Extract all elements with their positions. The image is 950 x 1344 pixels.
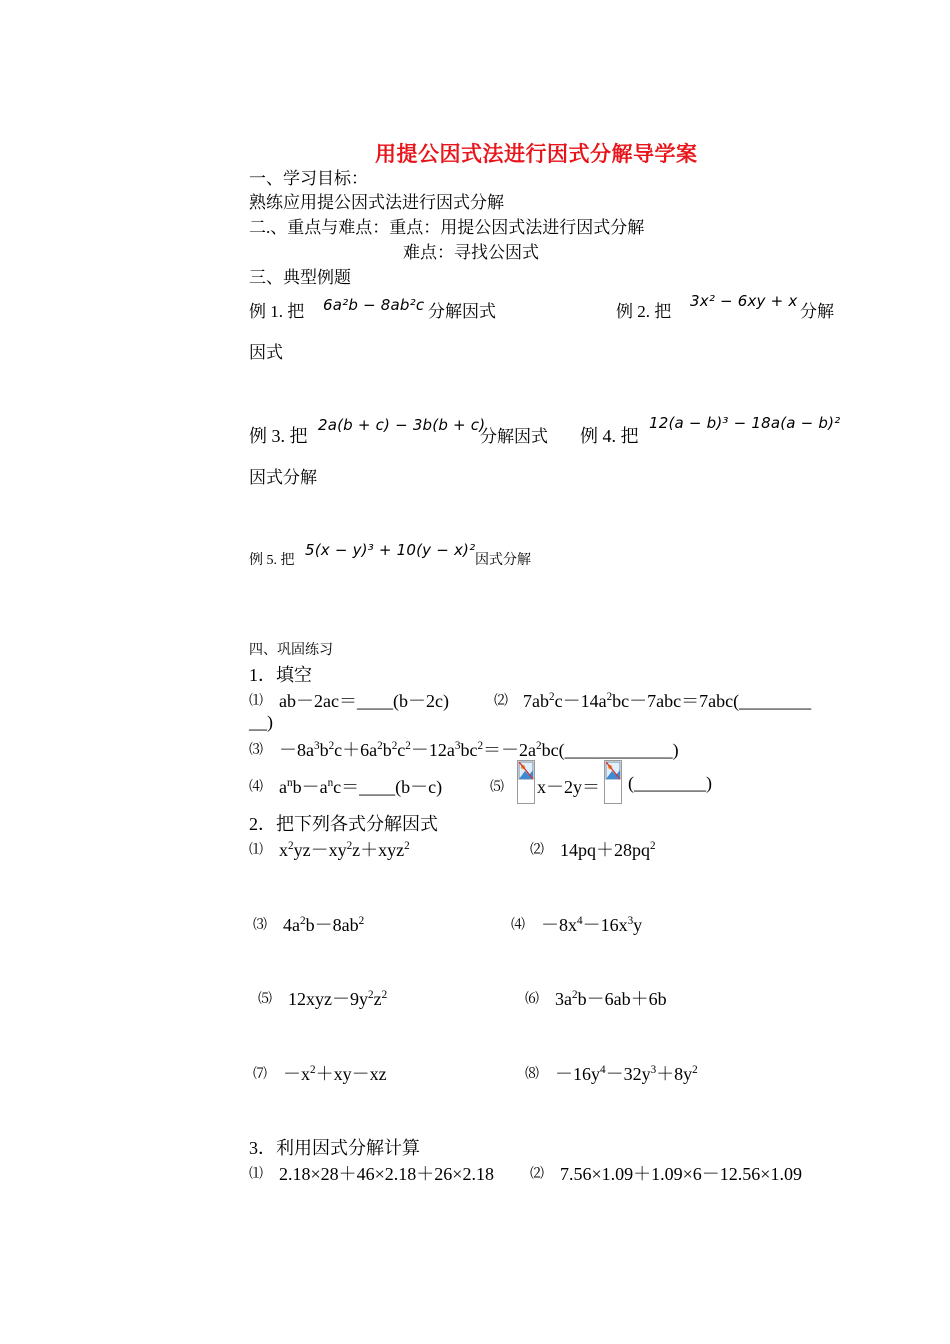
broken-image-icon bbox=[604, 760, 622, 804]
factor-item-5: $12xyz-9y^2z^2$ bbox=[288, 989, 388, 1009]
example-1-expression: 6a²b − 8ab²c bbox=[323, 296, 425, 314]
factor-item-6: $3a^2b-6ab+6b$ bbox=[555, 989, 667, 1009]
fill-item-5-left: x－2y＝ bbox=[537, 777, 600, 797]
factor-item-1: $x^2yz-xy^2z+xyz^2$ bbox=[279, 840, 410, 860]
calc-item-2-number: ⑵ bbox=[530, 1167, 544, 1182]
example-3-expression: 2a(b + c) − 3b(b + c) bbox=[318, 416, 486, 434]
factor-item-8: $-16y^4-32y^3+8y^2$ bbox=[555, 1064, 698, 1084]
objectives-text: 熟练应用提公因式法进行因式分解 bbox=[249, 193, 504, 212]
example-2-label: 例 2. 把 bbox=[616, 302, 672, 321]
example-5-suffix: 因式分解 bbox=[475, 553, 531, 568]
example-1-label: 例 1. 把 bbox=[249, 302, 305, 321]
example-4-expression: 12(a − b)³ − 18a(a − b)² bbox=[649, 414, 841, 432]
example-5-label: 例 5. 把 bbox=[249, 553, 295, 568]
example-3-label: 例 3. 把 bbox=[249, 426, 308, 446]
calc-item-1-number: ⑴ bbox=[249, 1167, 263, 1182]
fill-item-1: ab－2ac＝____(b－2c) bbox=[279, 691, 449, 711]
section-heading-practice: 四、巩固练习 bbox=[249, 643, 333, 658]
example-2-expression: 3x² − 6xy + x bbox=[690, 292, 798, 310]
fill-item-2-number: ⑵ bbox=[494, 694, 508, 709]
calc-item-1: 2.18×28＋46×2.18＋26×2.18 bbox=[279, 1164, 494, 1184]
factor-item-4: $-8x^4-16x^3y$ bbox=[541, 915, 643, 935]
fill-item-3-number: ⑶ bbox=[249, 743, 263, 758]
example-1-suffix: 分解因式 bbox=[428, 302, 496, 321]
factor-item-2-number: ⑵ bbox=[530, 843, 544, 858]
factor-item-3-number: ⑶ bbox=[253, 918, 267, 933]
section-heading-objectives: 一、学习目标： bbox=[249, 169, 368, 188]
fill-item-3: $-8a^3b^2c+6a^2b^2c^2-12a^3bc^2=-2a^2bc(\_\_\_\_\_\_\_\_\_\_\_\_)$ bbox=[279, 740, 679, 760]
fill-blank-heading: 1．填空 bbox=[249, 665, 312, 685]
calc-heading: 3．利用因式分解计算 bbox=[249, 1138, 420, 1158]
factor-item-3: $4a^2b-8ab^2$ bbox=[283, 915, 365, 935]
difficulty-text: 难点：寻找公因式 bbox=[403, 243, 539, 262]
example-4-suffix: 因式分解 bbox=[249, 468, 317, 487]
factor-item-4-number: ⑷ bbox=[511, 918, 525, 933]
factor-item-6-number: ⑹ bbox=[525, 992, 539, 1007]
factor-item-8-number: ⑻ bbox=[525, 1067, 539, 1082]
fill-item-4: $a^nb-a^nc=\_\_\_\_(b-c)$ bbox=[279, 777, 443, 797]
fill-item-5-number: ⑸ bbox=[490, 780, 504, 795]
section-heading-key-points: 二.、重点与难点：重点：用提公因式法进行因式分解 bbox=[249, 218, 645, 237]
fill-item-4-number: ⑷ bbox=[249, 780, 263, 795]
fill-item-2: $7ab^2c-14a^2bc-7abc=7abc(\_\_\_\_\_\_\_\_$ bbox=[523, 691, 812, 711]
factor-item-2: $14pq+28pq^2$ bbox=[560, 840, 656, 860]
example-4-label: 例 4. 把 bbox=[580, 426, 639, 446]
calc-item-2: 7.56×1.09＋1.09×6－12.56×1.09 bbox=[560, 1164, 802, 1184]
broken-image-icon bbox=[517, 760, 535, 804]
example-2-suffix-continued: 因式 bbox=[249, 343, 283, 362]
factor-item-7: $-x^2+xy-xz$ bbox=[283, 1064, 387, 1084]
section-heading-examples: 三、典型例题 bbox=[249, 268, 351, 287]
factor-item-7-number: ⑺ bbox=[253, 1067, 267, 1082]
fill-item-1-number: ⑴ bbox=[249, 694, 263, 709]
example-3-suffix: 分解因式 bbox=[480, 427, 548, 446]
page-title: 用提公因式法进行因式分解导学案 bbox=[375, 142, 698, 166]
factor-item-5-number: ⑸ bbox=[258, 992, 272, 1007]
factor-heading: 2．把下列各式分解因式 bbox=[249, 814, 438, 834]
factor-item-1-number: ⑴ bbox=[249, 843, 263, 858]
fill-item-2-continued: __) bbox=[249, 712, 273, 732]
example-5-expression: 5(x − y)³ + 10(y − x)² bbox=[305, 541, 476, 559]
fill-item-5-right: (________) bbox=[628, 773, 712, 793]
example-2-suffix: 分解 bbox=[800, 302, 834, 321]
